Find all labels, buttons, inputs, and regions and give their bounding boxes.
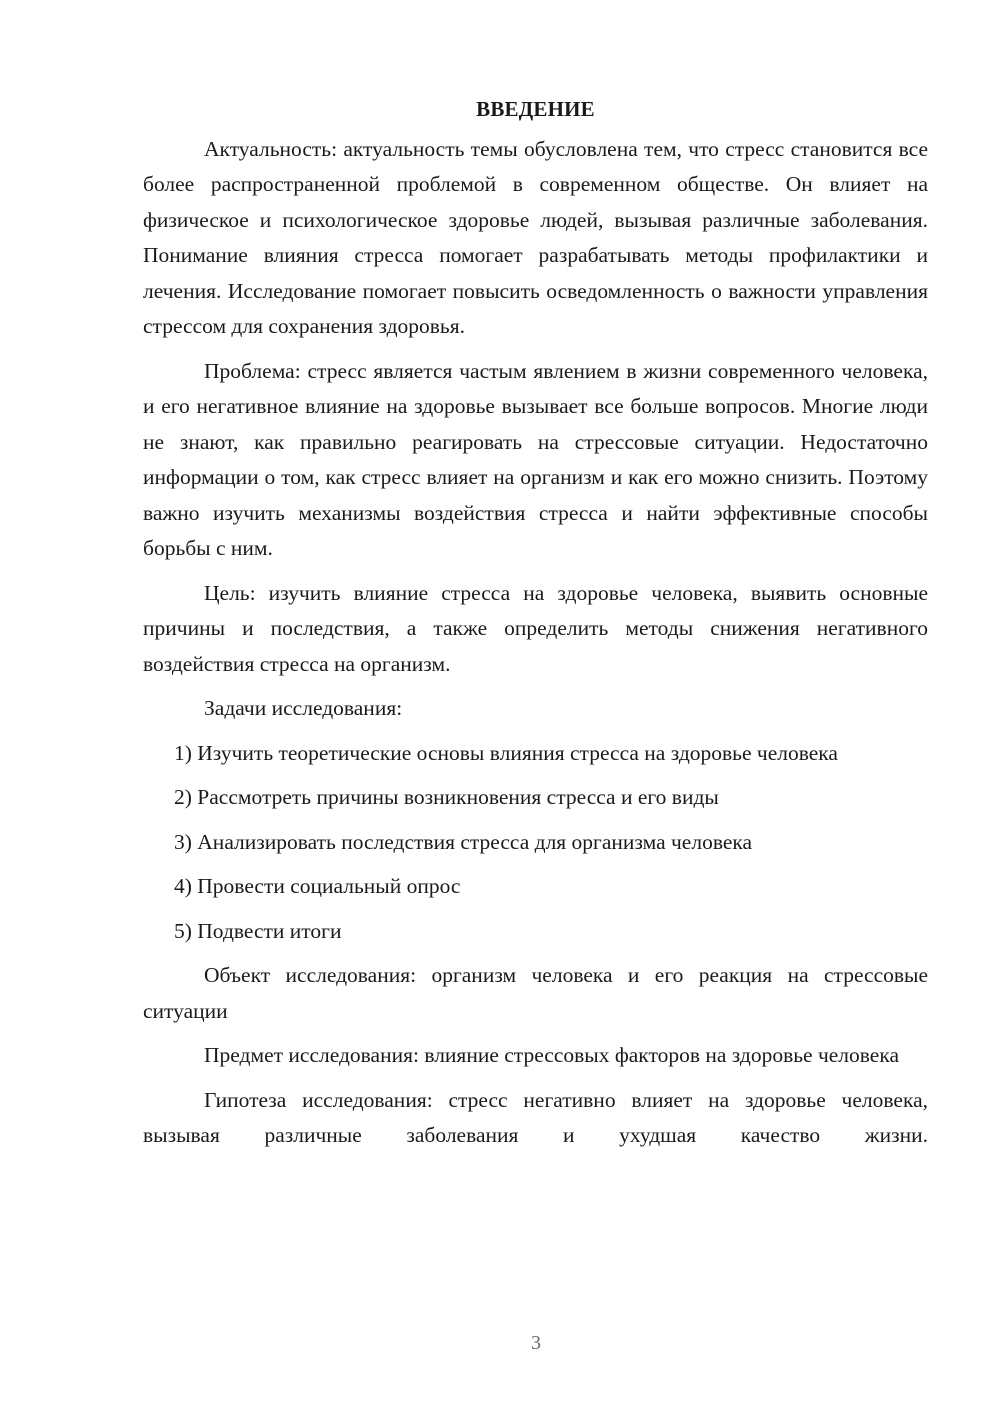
page-number: 3	[531, 1332, 541, 1354]
task-item: 2) Рассмотреть причины возникновения стресса и его виды	[174, 785, 719, 809]
task-item: 1) Изучить теоретические основы влияния стресса на здоровье человека	[174, 740, 838, 765]
relevance-paragraph: Актуальность: актуальность темы обусловлена тем, что стресс становится все более распространенной проблемой в современном обществе. Он влияет на физическое и психологическое здоровье людей, вызывая различные заболевания. Понимание влияния стресса помогает разрабатывать методы профилактики и лечения. Исследование помогает повысить осведомленность о важности управления стрессом для сохранения здоровья.	[143, 136, 928, 338]
hypothesis-paragraph: Гипотеза исследования: стресс негативно влияет на здоровье человека, вызывая различные заболевания и ухудшая качество жизни.	[143, 1087, 928, 1147]
document-page	[143, 92, 928, 1154]
task-item: 5) Подвести итоги	[174, 918, 342, 943]
section-title: ВВЕДЕНИЕ	[476, 97, 595, 121]
task-item: 4) Провести социальный опрос	[174, 874, 461, 898]
object-paragraph: Объект исследования: организм человека и его реакция на стрессовые ситуации	[143, 963, 928, 1023]
subject-paragraph: Предмет исследования: влияние стрессовых факторов на здоровье человека	[204, 1043, 900, 1067]
task-item: 3) Анализировать последствия стресса для организма человека	[174, 829, 753, 854]
tasks-heading: Задачи исследования:	[204, 696, 403, 720]
problem-paragraph: Проблема: стресс является частым явлением в жизни современного человека, и его негативное влияние на здоровье вызывает все больше вопросов. Многие люди не знают, как правильно реагировать на стрессовые ситуации. Недостаточно информации о том, как стресс влияет на организм и как его можно снизить. Поэтому важно изучить механизмы воздействия стресса и найти эффективные способы борьбы с ним.	[143, 358, 928, 560]
goal-paragraph: Цель: изучить влияние стресса на здоровье человека, выявить основные причины и последствия, а также определить методы снижения негативного воздействия стресса на организм.	[143, 580, 928, 676]
